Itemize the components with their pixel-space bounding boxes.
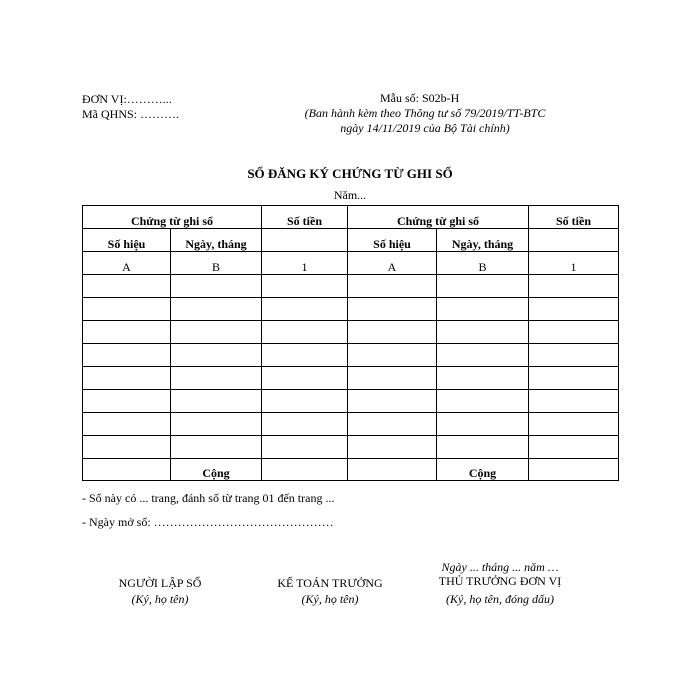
col-number-right: Số hiệu (348, 229, 437, 252)
empty-cell (529, 436, 619, 459)
empty-cell (437, 390, 529, 413)
empty-cell (171, 298, 262, 321)
empty-cell (348, 275, 437, 298)
table-row (83, 413, 619, 436)
blank-cell (83, 459, 171, 481)
empty-cell (171, 367, 262, 390)
unit-label: ĐƠN VỊ:………... (82, 92, 172, 106)
empty-cell (262, 436, 348, 459)
empty-cell (348, 367, 437, 390)
blank-cell (348, 459, 437, 481)
empty-cell (348, 344, 437, 367)
empty-cell (83, 321, 171, 344)
empty-cell (529, 367, 619, 390)
empty-cell (437, 321, 529, 344)
empty-cell (437, 367, 529, 390)
code-1-right: 1 (529, 252, 619, 275)
note-pages: - Sổ này có ... trang, đánh số từ trang 01 đến trang ... (82, 491, 335, 505)
code-1-left: 1 (262, 252, 348, 275)
empty-cell (348, 436, 437, 459)
empty-cell (348, 390, 437, 413)
empty-cell (262, 390, 348, 413)
empty-cell (437, 344, 529, 367)
table-row (83, 436, 619, 459)
group-header-left: Chứng từ ghi sổ (83, 206, 262, 229)
empty-cell (437, 298, 529, 321)
table-row (83, 275, 619, 298)
empty-cell (348, 321, 437, 344)
code-b-left: B (171, 252, 262, 275)
empty-cell (83, 413, 171, 436)
empty-cell (529, 390, 619, 413)
empty-cell (437, 275, 529, 298)
empty-cell (83, 390, 171, 413)
issued-by-line2: ngày 14/11/2019 của Bộ Tài chính) (340, 121, 510, 135)
col-number-left: Số hiệu (83, 229, 171, 252)
signature-date-line: Ngày ... tháng ... năm … (441, 560, 559, 574)
table-row (83, 390, 619, 413)
form-number: Mẫu số: S02b-H (380, 91, 460, 105)
preparer-note: (Ký, họ tên) (131, 592, 189, 606)
table-row (83, 367, 619, 390)
empty-cell (529, 344, 619, 367)
empty-rows (83, 275, 619, 459)
year-label: Năm... (333, 188, 367, 202)
code-a-right: A (348, 252, 437, 275)
empty-cell (262, 321, 348, 344)
page-title: SỔ ĐĂNG KÝ CHỨNG TỪ GHI SỔ (247, 166, 453, 181)
blank-cell (262, 459, 348, 481)
blank-cell (262, 229, 348, 252)
empty-cell (529, 321, 619, 344)
empty-cell (262, 367, 348, 390)
empty-cell (262, 275, 348, 298)
amount-header-left: Số tiền (262, 206, 348, 229)
note-open-date: - Ngày mở sổ: ……………………………………… (82, 515, 334, 529)
group-header-right: Chứng từ ghi sổ (348, 206, 529, 229)
qhns-label: Mã QHNS: ………. (82, 107, 180, 121)
empty-cell (83, 436, 171, 459)
accountant-title: KẾ TOÁN TRƯỞNG (277, 576, 383, 590)
total-label-right: Cộng (437, 459, 529, 481)
empty-cell (83, 275, 171, 298)
empty-cell (529, 298, 619, 321)
empty-cell (171, 275, 262, 298)
empty-cell (437, 436, 529, 459)
table-header-row (83, 206, 619, 229)
head-note: (Ký, họ tên, đóng dấu) (446, 592, 554, 606)
empty-cell (171, 344, 262, 367)
empty-cell (529, 275, 619, 298)
empty-cell (171, 390, 262, 413)
blank-cell (529, 459, 619, 481)
empty-cell (83, 298, 171, 321)
empty-cell (83, 367, 171, 390)
total-label-left: Cộng (171, 459, 262, 481)
empty-cell (348, 413, 437, 436)
col-date-left: Ngày, tháng (171, 229, 262, 252)
empty-cell (171, 321, 262, 344)
empty-cell (262, 298, 348, 321)
code-a-left: A (83, 252, 171, 275)
blank-cell (529, 229, 619, 252)
table-row (83, 321, 619, 344)
table-subheader-row (83, 229, 619, 252)
accountant-note: (Ký, họ tên) (301, 592, 359, 606)
col-date-right: Ngày, tháng (437, 229, 529, 252)
empty-cell (83, 344, 171, 367)
total-row (83, 459, 619, 481)
preparer-title: NGƯỜI LẬP SỔ (118, 576, 202, 590)
empty-cell (262, 413, 348, 436)
empty-cell (437, 413, 529, 436)
empty-cell (262, 344, 348, 367)
empty-cell (171, 436, 262, 459)
issued-by-line1: (Ban hành kèm theo Thông tư số 79/2019/TT-BTC (304, 106, 546, 120)
table-row (83, 298, 619, 321)
empty-cell (348, 298, 437, 321)
empty-cell (529, 413, 619, 436)
amount-header-right: Số tiền (529, 206, 619, 229)
ledger-table (82, 205, 619, 481)
head-title: THỦ TRƯỞNG ĐƠN VỊ (438, 574, 562, 588)
table-code-row (83, 252, 619, 275)
table-row (83, 344, 619, 367)
code-b-right: B (437, 252, 529, 275)
empty-cell (171, 413, 262, 436)
